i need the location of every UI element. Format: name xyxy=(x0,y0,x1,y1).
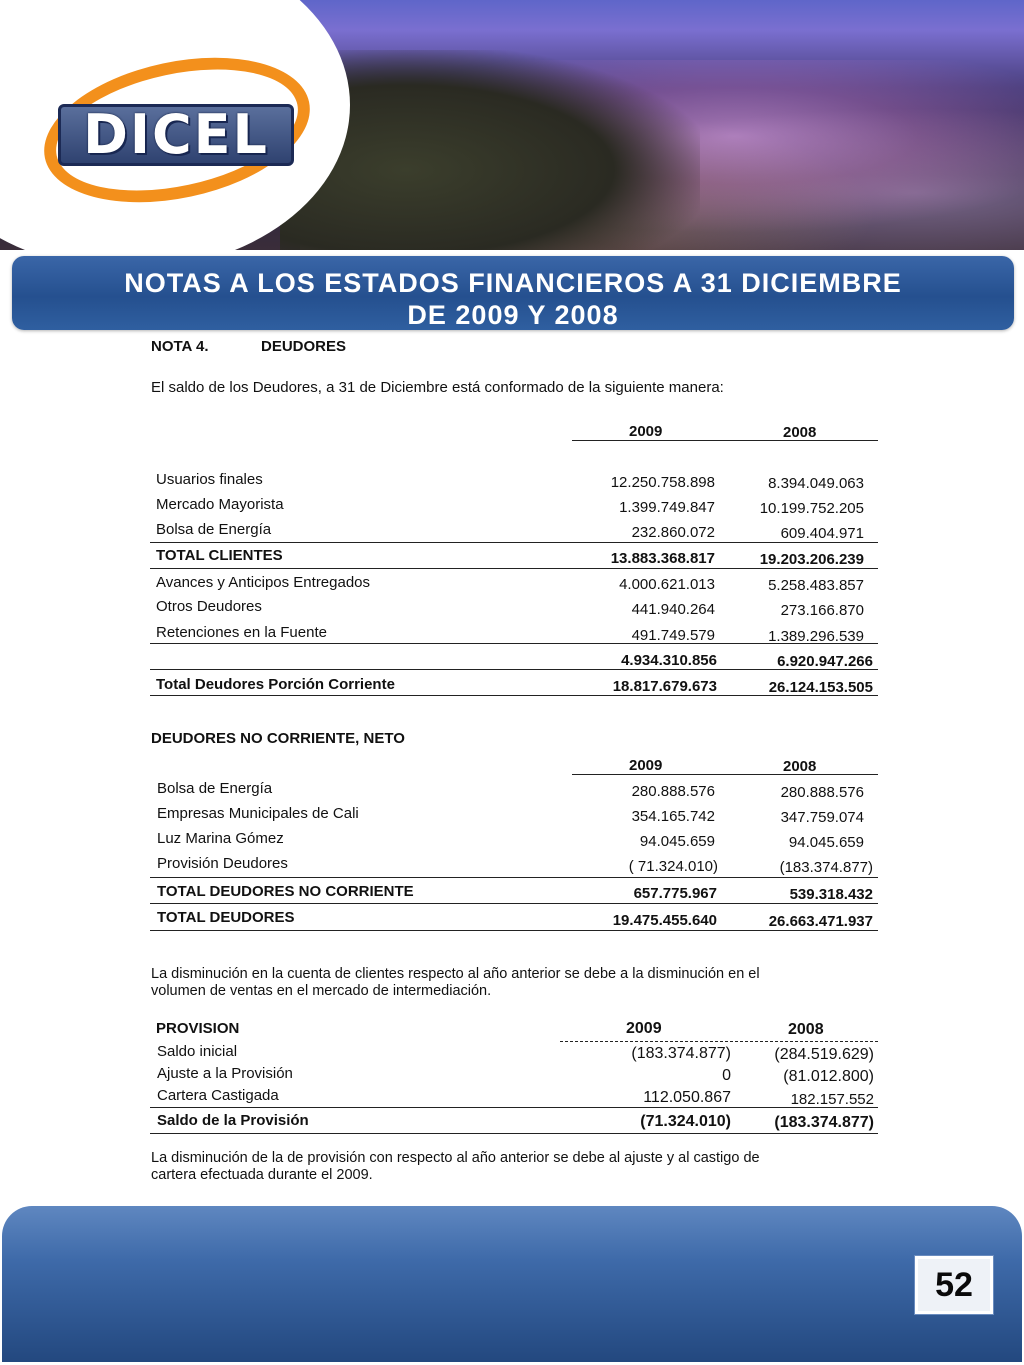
provision-comment-line-2: cartera efectuada durante el 2009. xyxy=(151,1167,373,1183)
note-number: NOTA 4. xyxy=(151,338,209,355)
row-label: Provisión Deudores xyxy=(157,855,288,872)
note-intro: El saldo de los Deudores, a 31 de Diciembre está conformado de la siguiente manera: xyxy=(151,379,724,396)
subtotal-rule xyxy=(150,1107,878,1108)
value-2008: (183.374.877) xyxy=(779,859,873,876)
value-2008: 6.920.947.266 xyxy=(777,653,873,670)
row-label: Luz Marina Gómez xyxy=(157,830,284,847)
row-label: Saldo de la Provisión xyxy=(157,1112,309,1129)
value-2009: 12.250.758.898 xyxy=(610,474,715,491)
row-label: TOTAL CLIENTES xyxy=(156,547,283,564)
total-rule xyxy=(150,669,878,670)
value-2009: ( 71.324.010) xyxy=(628,858,718,875)
col-header-2009: 2009 xyxy=(629,423,663,440)
value-2009: 657.775.967 xyxy=(633,885,717,902)
value-2008: 280.888.576 xyxy=(780,784,864,801)
dicel-logo: DICEL xyxy=(58,104,294,166)
value-2008: (284.519.629) xyxy=(774,1046,874,1063)
col-header-2008: 2008 xyxy=(788,1021,824,1038)
noncurrent-heading: DEUDORES NO CORRIENTE, NETO xyxy=(151,730,405,747)
col-header-2009: 2009 xyxy=(629,757,663,774)
row-label: Bolsa de Energía xyxy=(157,780,273,797)
provision-heading: PROVISION xyxy=(156,1020,240,1037)
value-2009: 441.940.264 xyxy=(631,601,715,618)
value-2009: 94.045.659 xyxy=(639,833,715,850)
row-label: Mercado Mayorista xyxy=(156,496,284,513)
row-label: Avances y Anticipos Entregados xyxy=(156,574,371,591)
row-label: TOTAL DEUDORES NO CORRIENTE xyxy=(157,883,414,900)
value-2008: 5.258.483.857 xyxy=(768,577,864,594)
col-header-2008: 2008 xyxy=(783,424,817,441)
row-label: Bolsa de Energía xyxy=(156,521,272,538)
value-2009: 4.000.621.013 xyxy=(619,576,715,593)
row-label: Total Deudores Porción Corriente xyxy=(156,676,395,693)
col-header-2008: 2008 xyxy=(783,758,817,775)
value-2009: 4.934.310.856 xyxy=(621,652,717,669)
value-2008: 26.663.471.937 xyxy=(768,913,873,930)
provision-comment xyxy=(151,1150,760,1184)
header-rule xyxy=(560,1041,878,1042)
value-2008: 10.199.752.205 xyxy=(759,500,864,517)
value-2009: 491.749.579 xyxy=(631,627,715,644)
note-title: DEUDORES xyxy=(261,338,347,355)
row-label: Cartera Castigada xyxy=(157,1087,279,1104)
value-2009: 354.165.742 xyxy=(631,808,715,825)
page-title-line-1: NOTAS A LOS ESTADOS FINANCIEROS A 31 DICIEMBRE xyxy=(124,268,902,298)
value-2008: 609.404.971 xyxy=(780,525,864,542)
page-number: 52 xyxy=(915,1256,993,1314)
clients-comment-line-2: volumen de ventas en el mercado de intermediación. xyxy=(151,983,492,999)
row-label: Otros Deudores xyxy=(156,598,262,615)
value-2009: 19.475.455.640 xyxy=(612,912,717,929)
row-label: TOTAL DEUDORES xyxy=(157,909,295,926)
provision-comment-line-1: La disminución de la de provisión con respecto al año anterior se debe al ajuste y al castigo de xyxy=(151,1150,760,1166)
col-header-2009: 2009 xyxy=(626,1020,662,1037)
clients-comment-line-1: La disminución en la cuenta de clientes respecto al año anterior se debe a la disminución en el xyxy=(151,966,760,982)
value-2009: 280.888.576 xyxy=(631,783,715,800)
total-rule xyxy=(150,903,878,904)
row-label: Saldo inicial xyxy=(157,1043,238,1060)
value-2009: (183.374.877) xyxy=(631,1045,731,1062)
footer-band xyxy=(2,1206,1022,1362)
value-2008: 539.318.432 xyxy=(789,886,873,903)
row-label: Usuarios finales xyxy=(156,471,263,488)
value-2008: 94.045.659 xyxy=(788,834,864,851)
header-rule xyxy=(572,440,878,441)
value-2009: 1.399.749.847 xyxy=(619,499,715,516)
subtotal-rule xyxy=(150,643,878,644)
total-rule xyxy=(150,568,878,569)
total-rule xyxy=(150,930,878,931)
value-2008: 347.759.074 xyxy=(780,809,864,826)
clients-comment xyxy=(151,966,760,1000)
value-2009: 0 xyxy=(722,1067,731,1084)
header-rule xyxy=(572,774,878,775)
value-2009: 232.860.072 xyxy=(631,524,715,541)
value-2008: (81.012.800) xyxy=(783,1068,874,1085)
subtotal-rule xyxy=(150,542,878,543)
row-label: Retenciones en la Fuente xyxy=(156,624,327,641)
value-2009: 18.817.679.673 xyxy=(612,678,717,695)
value-2008: 1.389.296.539 xyxy=(768,628,864,645)
value-2009: 112.050.867 xyxy=(643,1089,731,1106)
value-2008: 273.166.870 xyxy=(780,602,864,619)
value-2008: (183.374.877) xyxy=(774,1114,874,1131)
value-2009: 13.883.368.817 xyxy=(610,550,715,567)
page-title-line-2: DE 2009 Y 2008 xyxy=(407,300,619,330)
row-label: Ajuste a la Provisión xyxy=(157,1065,293,1082)
total-rule xyxy=(150,1133,878,1134)
value-2009: (71.324.010) xyxy=(640,1113,731,1130)
row-label: Empresas Municipales de Cali xyxy=(157,805,359,822)
subtotal-rule xyxy=(150,877,878,878)
value-2008: 26.124.153.505 xyxy=(768,679,873,696)
value-2008: 19.203.206.239 xyxy=(759,551,864,568)
total-rule xyxy=(150,695,878,696)
value-2008: 182.157.552 xyxy=(790,1091,874,1108)
value-2008: 8.394.049.063 xyxy=(768,475,864,492)
